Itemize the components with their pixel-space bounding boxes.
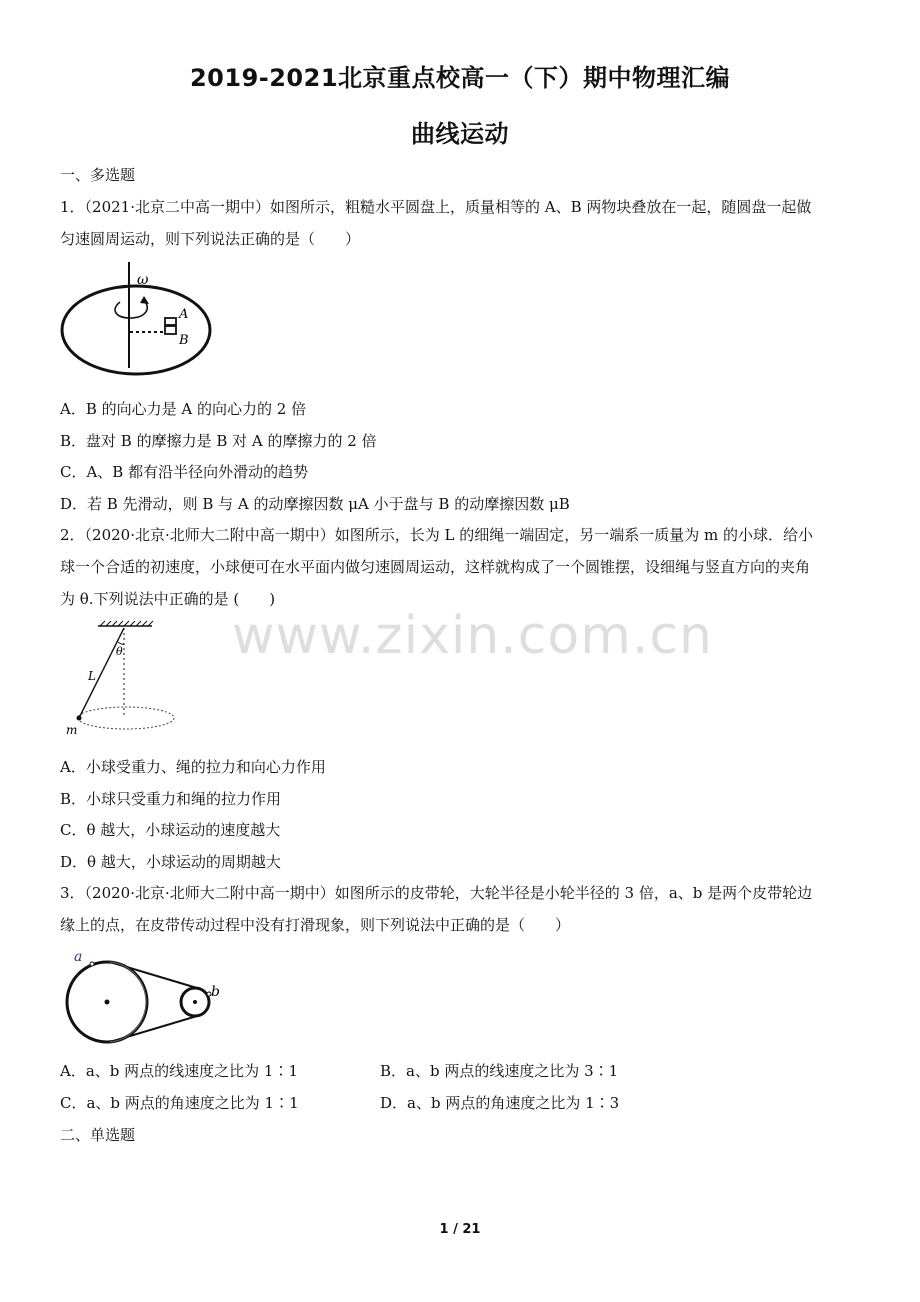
watermark: www.zixin.com.cn	[232, 606, 713, 666]
label-b: b	[211, 984, 220, 1000]
q1-option-c: C．A、B 都有沿半径向外滑动的趋势	[60, 463, 309, 481]
theta-label: θ	[116, 645, 123, 658]
q3-option-b: B．a、b 两点的线速度之比为 3∶1	[380, 1062, 619, 1080]
page-title: 2019-2021北京重点校高一（下）期中物理汇编	[189, 64, 731, 92]
q2-conical-pendulum-figure	[60, 620, 180, 742]
q2-stem-line3: 为 θ.下列说法中正确的是 ( )	[60, 590, 276, 608]
q1-option-a: A．B 的向心力是 A 的向心力的 2 倍	[60, 400, 307, 418]
point-a	[90, 962, 94, 966]
orbit-ellipse	[78, 707, 174, 729]
small-center	[193, 1000, 197, 1004]
q1-stem-line2: 匀速圆周运动，则下列说法正确的是（ ）	[60, 230, 361, 248]
string	[79, 628, 124, 718]
mass-label: m	[66, 723, 78, 737]
q1-option-d: D．若 B 先滑动，则 B 与 A 的动摩擦因数 μA 小于盘与 B 的动摩擦因数 μB	[60, 495, 570, 513]
large-center	[105, 1000, 110, 1005]
q3-option-c: C．a、b 两点的角速度之比为 1∶1	[60, 1094, 299, 1112]
page-subtitle: 曲线运动	[411, 120, 509, 148]
q2-option-d: D．θ 越大，小球运动的周期越大	[60, 853, 281, 871]
q3-stem-line2: 缘上的点，在皮带传动过程中没有打滑现象，则下列说法中正确的是（ ）	[60, 916, 571, 934]
q2-option-c: C．θ 越大，小球运动的速度越大	[60, 821, 281, 839]
omega-label: ω	[137, 272, 149, 288]
disk-ellipse	[62, 286, 210, 374]
arrow-head	[140, 296, 149, 304]
length-label: L	[88, 669, 96, 683]
q3-stem-line1: 3．（2020·北京·北师大二附中高一期中）如图所示的皮带轮，大轮半径是小轮半径的 3 倍，a、b 是两个皮带轮边	[60, 884, 813, 902]
theta-arc	[118, 642, 124, 644]
belt-wrap	[110, 962, 146, 1042]
label-b: B	[179, 333, 189, 348]
label-a: A	[179, 307, 189, 322]
q3-option-d: D．a、b 两点的角速度之比为 1∶3	[380, 1094, 620, 1112]
q3-belt-pulley-figure	[62, 946, 232, 1054]
q1-stem-line1: 1．（2021·北京二中高一期中）如图所示，粗糙水平圆盘上，质量相等的 A、B 两物块叠放在一起，随圆盘一起做	[60, 198, 812, 216]
section-heading-multi: 一、多选题	[60, 166, 136, 184]
q2-option-a: A．小球受重力、绳的拉力和向心力作用	[60, 758, 326, 776]
q2-stem-line2: 球一个合适的初速度，小球便可在水平面内做匀速圆周运动，这样就构成了一个圆锥摆，设细绳与竖直方向的夹角	[60, 558, 811, 576]
q1-rotating-disk-figure	[58, 258, 214, 390]
q2-option-b: B．小球只受重力和绳的拉力作用	[60, 790, 282, 808]
q2-stem-line1: 2．（2020·北京·北师大二附中高一期中）如图所示，长为 L 的细绳一端固定，另一端系一质量为 m 的小球．给小	[60, 526, 814, 544]
q3-option-a: A．a、b 两点的线速度之比为 1∶1	[60, 1062, 299, 1080]
q1-option-b: B．盘对 B 的摩擦力是 B 对 A 的摩擦力的 2 倍	[60, 432, 377, 450]
block-b	[165, 326, 176, 334]
block-a	[165, 318, 176, 325]
page-number: 1 / 21	[439, 1222, 481, 1237]
label-a: a	[74, 949, 83, 965]
ball	[77, 716, 82, 721]
section-heading-single: 二、单选题	[60, 1126, 136, 1144]
